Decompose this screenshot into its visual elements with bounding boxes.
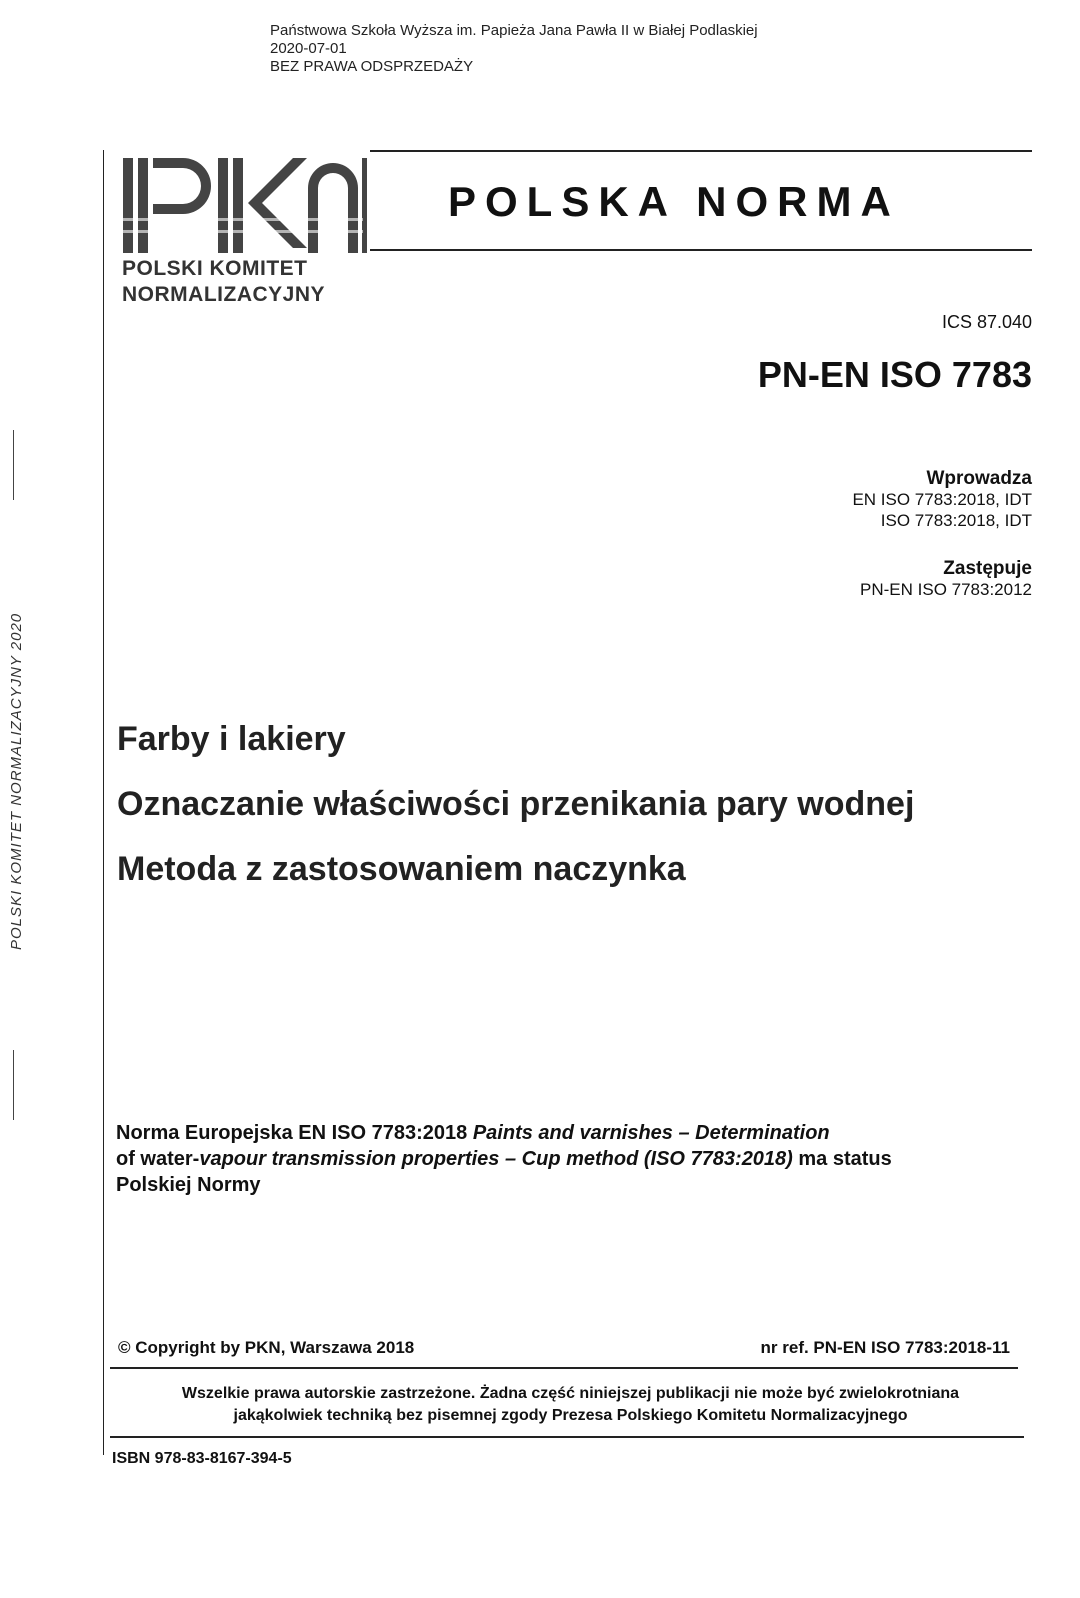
- title-subject: Oznaczanie właściwości przenikania pary wodnej: [117, 785, 915, 823]
- note-english-title: vapour transmission properties – Cup method (ISO 7783:2018): [199, 1148, 793, 1170]
- footer-top-rule: [110, 1367, 1018, 1369]
- header-top-rule: [370, 150, 1032, 152]
- page-title: POLSKA NORMA: [448, 178, 900, 225]
- watermark-date: 2020-07-01: [270, 40, 347, 57]
- rights-line1: Wszelkie prawa autorskie zastrzeżone. Żadna część niniejszej publikacji nie może być zwielokrotniana: [181, 1385, 960, 1402]
- copyright: © Copyright by PKN, Warszawa 2018: [118, 1338, 415, 1357]
- footer-bottom-rule: [110, 1436, 1024, 1438]
- logo-text-line1: POLSKI KOMITET: [122, 257, 308, 280]
- introduces-block: [852, 468, 1032, 531]
- replaces-heading: Zastępuje: [943, 558, 1032, 579]
- note-part: of water-: [116, 1148, 200, 1170]
- reference-number: nr ref. PN-EN ISO 7783:2018-11: [760, 1338, 1010, 1357]
- note-english-title: Paints and varnishes – Determination: [472, 1122, 830, 1144]
- header-bottom-rule: [370, 249, 1032, 251]
- note-part: ma status: [792, 1148, 892, 1170]
- vertical-rule: [103, 150, 104, 1455]
- introduces-item: EN ISO 7783:2018, IDT: [852, 490, 1032, 509]
- watermark-resale-notice: BEZ PRAWA ODSPRZEDAŻY: [270, 58, 474, 75]
- watermark-institution: Państwowa Szkoła Wyższa im. Papieża Jana Pawła II w Białej Podlaskiej: [270, 22, 758, 39]
- scan-mark-bottom: [13, 1050, 14, 1120]
- title-main: Farby i lakiery: [117, 720, 346, 758]
- scan-mark-top: [13, 430, 14, 500]
- replaces-block: [860, 558, 1032, 600]
- ics-code: ICS 87.040: [941, 312, 1032, 332]
- standard-number: PN-EN ISO 7783: [757, 354, 1032, 395]
- title-method: Metoda z zastosowaniem naczynka: [117, 850, 686, 888]
- european-standard-note: [116, 1120, 996, 1198]
- side-label: POLSKI KOMITET NORMALIZACYJNY 2020: [8, 612, 25, 950]
- pkn-logo: [118, 148, 368, 258]
- logo-text-line2: NORMALIZACYJNY: [122, 283, 326, 306]
- isbn: ISBN 978-83-8167-394-5: [112, 1450, 292, 1467]
- rights-line2: jakąkolwiek techniką bez pisemnej zgody Prezesa Polskiego Komitetu Normalizacyjnego: [233, 1407, 908, 1424]
- note-part: Norma Europejska EN ISO 7783:2018: [116, 1122, 473, 1144]
- replaces-item: PN-EN ISO 7783:2012: [860, 580, 1032, 599]
- introduces-item: ISO 7783:2018, IDT: [880, 511, 1032, 530]
- watermark: [270, 22, 758, 76]
- introduces-heading: Wprowadza: [926, 468, 1032, 489]
- note-part: Polskiej Normy: [116, 1174, 261, 1196]
- rights-notice: [118, 1383, 1023, 1427]
- logo-text: [122, 256, 325, 308]
